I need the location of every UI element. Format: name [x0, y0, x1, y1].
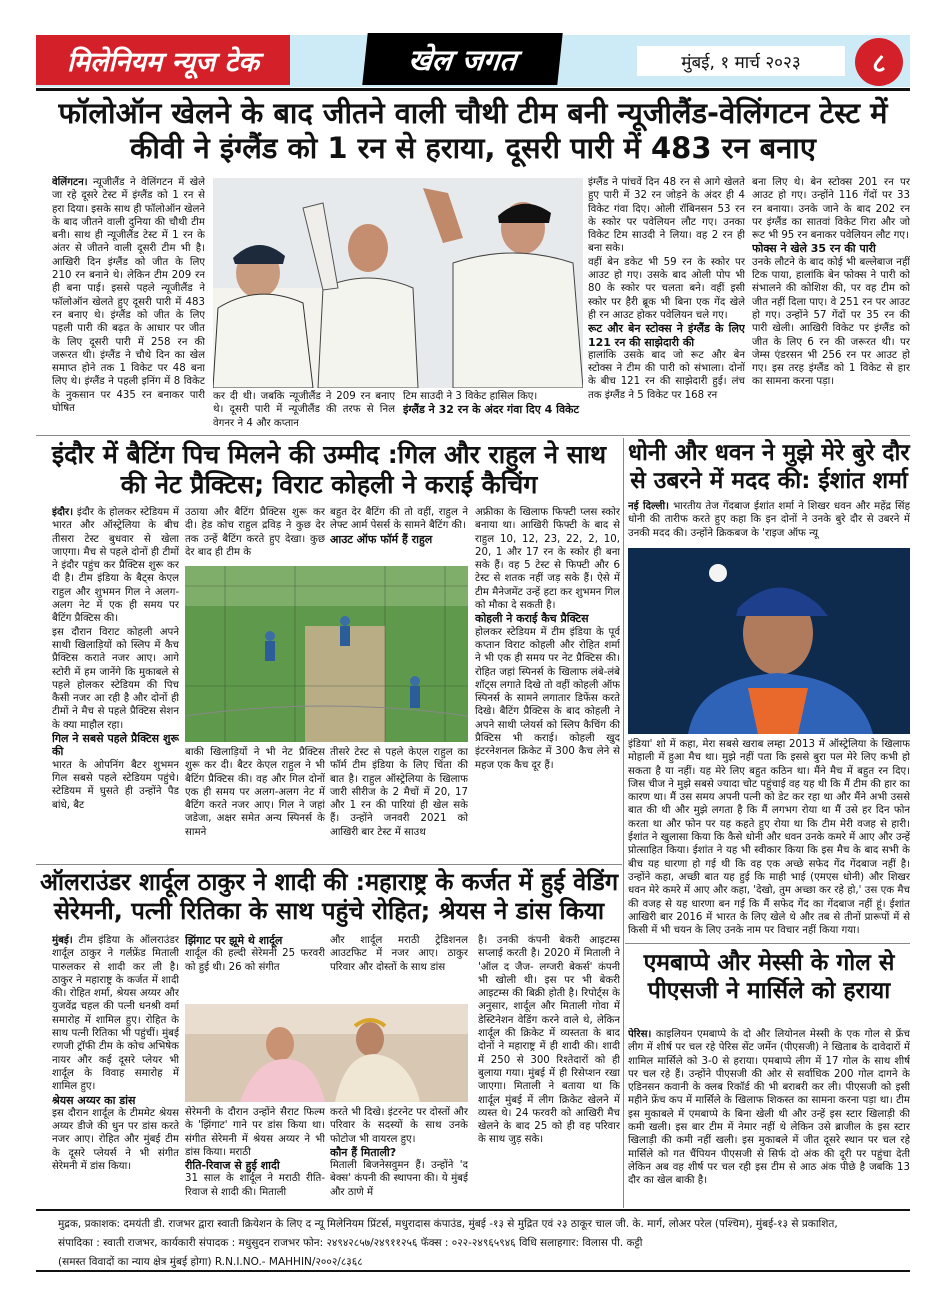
section-title — [362, 33, 562, 85]
indore-column-3-bottom — [330, 746, 468, 861]
nz-column-1 — [52, 176, 205, 431]
indore-column-2-bottom — [185, 746, 325, 861]
masthead-rule — [36, 88, 910, 91]
body-text: बहुत देर बैटिंग की तो वहीं, राहुल ने लेफ्ट आर्म पेसर्स के सामने बैटिंग की। — [330, 507, 468, 532]
body-text: टीम इंडिया के ऑलराउंडर शार्दूल ठाकुर ने गर्लफ्रेंड मिताली पारुलकर से शादी कर ली है। ठाकुर ने महाराष्ट्र के कर्जत में शादी की। रोहित शर्मा, श्रेयस अय्यर और युजवेंद्र चहल की पत्नी धनश्री वर्मा समारोह में शामिल हुए। रोहित के साथ पत्नी रितिका भी पहुंचीं। मुंबई रणजी ट्रॉफी टीम के कोच अभिषेक नायर और कई दूसरे प्लेयर भी शार्दूल के विवाह समारोह में शामिल हुए। — [52, 935, 179, 1093]
wedding-image — [185, 1004, 468, 1102]
body-text: इंदौर के होलकर स्टेडियम में भारत और ऑस्ट्रेलिया के बीच तीसरा टेस्ट बुधवार से खेला जाएगा। मैच से पहले दोनों ही टीमों ने इंदौर पहुंच कर प्रैक्टिस शुरू कर दी है। टीम इंडिया के बैट्स केएल राहुल और शुभमन गिल ने अलग-अलग नेट में एक ही समय पर बैटिंग प्रैक्टिस की। — [52, 507, 179, 625]
headline-line: की नेट प्रैक्टिस; विराट कोहली ने कराई कैचिंग — [120, 470, 538, 499]
divider — [36, 435, 910, 436]
body-text: शार्दूल की हल्दी सेरेमनी 25 फरवरी को हुई थी। 26 को संगीत — [185, 948, 325, 973]
nz-headline — [36, 96, 910, 166]
headline-line: से उबरने में मदद की: ईशांत शर्मा — [630, 467, 908, 494]
dateline: मुंबई। — [52, 935, 73, 946]
net-practice-image — [185, 566, 468, 742]
imprint-line: मुद्रक, प्रकाशक: दमयंती डी. राजभर द्वारा स्वाती क्रियेशन के लिए द न्यू मिलेनियम प्रिंटर्स, मधुरादास कंपाउंड, मुंबई -१३ से मुद्रित एवं २३ ठाकूर चाल जी. के. मार्ग, लोअर परेल (पश्चिम), मुंबई-१३ से प्रकाशित, — [58, 1218, 838, 1230]
body-text: कर दी थी। जबकि न्यूजीलैंड ने 209 रन बनाए थे। दूसरी पारी में न्यूजीलैंड की तरफ से निल वेगनर ने 4 और कप्तान — [213, 391, 395, 429]
body-text: मिताली बिजनेसवुमन हैं। उन्होंने 'द बेक्स' कंपनी की स्थापना की। ये मुंबई और ठाणे में — [330, 1160, 468, 1198]
dateline: वेलिंगटन। — [52, 177, 88, 188]
headline-line: धोनी और धवन ने मुझे मेरे बुरे दौर — [628, 440, 910, 466]
body-text: उठाया और बैटिंग प्रैक्टिस शुरू कर दी। हेड कोच राहुल द्रविड़ ने कुछ देर तक उन्हें बैटिंग करते हुए देखा। कुछ देर बाद ही टीम के — [185, 507, 325, 558]
nz-column-4 — [588, 176, 745, 431]
page-number: ८ — [855, 38, 903, 86]
dateline: पेरिस। — [628, 1029, 652, 1040]
body-text: बाकी खिलाड़ियों ने भी नेट प्रैक्टिस शुरू कर दी। बैटर केएल राहुल ने भी बैटिंग प्रैक्टिस की। वह और गिल दोनों एक ही समय पर अलग-अलग नेट में बैटिंग करते नजर आए। गिल ने जहां जडेजा, अक्षर समेत अन्य स्पिनर्स के सामने — [185, 747, 325, 838]
body-text: टिम साउदी ने 3 विकेट हासिल किए। — [403, 391, 538, 402]
shardul-column-3-bottom — [330, 1106, 468, 1206]
nz-column-5 — [752, 176, 910, 431]
indore-headline — [40, 440, 618, 500]
headline-line: ऑलराउंडर शार्दूल ठाकुर ने शादी की :महाराष्ट्र के कर्जत में हुई वेडिंग — [40, 868, 619, 896]
headline-line: सेरेमनी, पत्नी रितिका के साथ पहुंचे रोहित; श्रेयस ने डांस किया — [53, 896, 605, 925]
ishant-intro — [628, 500, 910, 545]
divider — [36, 864, 622, 865]
psg-headline — [628, 950, 910, 1005]
wedding-photo — [185, 1004, 468, 1102]
imprint-line: संपादिका : स्वाती राजभर, कार्यकारी संपादक : मधुसुदन राजभर फोन: २४९४२८५७/२४९११२५६ फॅक्स : ०२२-२४९६५९४६ विधि सलाहगार: विलास पी. कट्टी — [58, 1237, 643, 1249]
indore-column-4 — [475, 506, 620, 861]
headline-line: फॉलोऑन खेलने के बाद जीतने वाली चौथी टीम बनी न्यूजीलैंड-वेलिंगटन टेस्ट में — [58, 96, 888, 130]
shardul-column-2-top — [185, 934, 325, 1002]
body-text: भारत के ओपनिंग बैटर शुभमन गिल सबसे पहले स्टेडियम पहुंचे। स्टेडियम में घुसते ही उन्होंने पैड बांधे, बैट — [52, 759, 179, 811]
subheading: इंग्लैंड ने 32 रन के अंदर गंवा दिए 4 विकेट — [403, 403, 580, 417]
headline-line: एमबाप्पे और मेस्सी के गोल से — [643, 950, 895, 976]
indore-column-1 — [52, 506, 179, 861]
shardul-column-1 — [52, 934, 179, 1206]
subheading: कोहली ने कराई कैच प्रैक्टिस — [475, 612, 589, 626]
body-text: इंडिया' शो में कहा, मेरा सबसे खराब लम्हा 2013 में ऑस्ट्रेलिया के खिलाफ मोहाली में हुआ मैच था। मुझे नहीं पता कि इससे बुरा पल मेरे लिए कभी हो सकता है या नहीं। यह मेरे लिए बहुत कठिन था। मैंने मैच में बहुत रन दिए। जिस चीज ने मुझे सबसे ज्यादा चोट पहुंचाई वह यह थी कि मैं टीम की हार का कारण था। मैं उस समय अपनी पत्नी को डेट कर रहा था और मैंने अभी उससे बात की थी और मुझे लगता है कि मैं लगभग रोया था मैं उसे हर दिन फोन करता था और फोन पर यह कहते हुए रोया था कि टीम मेरी वजह से हारी। ईशांत ने खुलासा किया कि कैसे धोनी और धवन उनके कमरे में आए और उन्हें प्रोत्साहित किया। ईशांत ने यह भी स्वीकार किया कि इस मैच के बाद सभी के बीच यह धारणा हो गई थी कि वह एक अच्छे सफेद गेंद गेंदबाज नहीं है। उन्होंने कहा, अच्छी बात यह हुई कि माही भाई (एमएस धोनी) और शिखर धवन मेरे कमरे में आए और कहा, 'देखो, तुम अच्छा कर रहे हो,' उस एक मैच की वजह से यह धारणा बन गई कि मैं सफेद गेंद का गेंदबाज नहीं हूं। ईशांत आखिरी बार 2016 में भारत के लिए खेले थे और तब से तीनों प्रारूपों में से किसी में भी चयन के लिए उनके नाम पर विचार नहीं किया गया। — [628, 739, 910, 937]
dateline: नई दिल्ली। — [628, 501, 670, 512]
newspaper-logo: मिलेनियम न्यूज टेक — [36, 35, 290, 85]
dateline: इंदौर। — [52, 507, 74, 518]
subheading: गिल ने सबसे पहले प्रैक्टिस शुरू की — [52, 732, 179, 759]
body-text: सेरेमनी के दौरान उन्होंने सैराट फिल्म के 'झिंगाट' गाने पर डांस किया था। संगीत सेरेमनी में श्रेयस अय्यर ने भी डांस किया। मराठी — [185, 1107, 325, 1158]
body-text: होलकर स्टेडियम में टीम इंडिया के पूर्व कप्तान विराट कोहली और रोहित शर्मा ने भी एक ही समय पर नेट प्रैक्टिस की। रोहित जहां स्पिनर्स के खिलाफ लंबे-लंबे शॉट्स लगाते दिखे तो वहीं कोहली ऑफ स्पिनर्स के सामने लगातार डिफेंस करते दिखे। बैटिंग प्रैक्टिस के बाद कोहली ने अपने साथी प्लेयर्स को स्लिप कैचिंग की प्रैक्टिस भी कराई। कोहली खुद इंटरनेशनल क्रिकेट में 300 कैच लेने से महज एक कैच दूर हैं। — [475, 626, 620, 771]
shardul-column-4 — [478, 934, 620, 1206]
subheading: फोक्स ने खेले 35 रन की पारी — [752, 242, 876, 256]
subheading: श्रेयस अय्यर का डांस — [52, 1093, 136, 1107]
psg-body — [628, 1028, 910, 1206]
ishant-body — [628, 738, 910, 940]
body-text: न्यूजीलैंड ने वेलिंगटन में खेले जा रहे दूसरे टेस्ट में इंग्लैंड को 1 रन से हरा दिया। इसके साथ ही फॉलोऑन खेलने के बाद जीतने वाली दुनिया की चौथी टीम बनी। साथ ही न्यूजीलैंड टेस्ट में 1 रन के अंतर से जीतने वाली दूसरी टीम भी है। आखिरी दिन इंग्लैंड को जीत के लिए 210 रन बनाने थे। लेकिन टीम 209 रन ही बना पाई। इससे पहले न्यूजीलैंड ने फॉलोऑन खेलते हुए दूसरी पारी में 483 रन बनाए थे। इंग्लैंड को जीत के लिए पहली पारी की बढ़त के आधार पर जीत के लिए दूसरी पारी में 258 रन की जरूरत थी। इंग्लैंड ने चौथे दिन का खेल समाप्त होने तक 1 विकेट पर 48 बना लिए थे। इंग्लैंड ने पहली इनिंग में 8 विकेट के नुकसान पर 435 रन बनाकर पारी घोषित — [52, 177, 205, 415]
nz-celebration-photo — [213, 178, 583, 388]
nz-column-3 — [403, 390, 583, 432]
footer-rule-top — [36, 1209, 910, 1211]
shardul-headline — [40, 868, 618, 926]
body-text: इस दौरान विराट कोहली अपने साथी खिलाड़ियों को स्लिप में कैच प्रैक्टिस कराते नजर आए। आगे स्टोरी में हम जानेंगे कि मुकाबले से पहले होलकर स्टेडियम की पिच कैसी नजर आ रही है और दोनों ही टीमों ने मैच से पहले प्रैक्टिस सेशन के क्या माहौल रहा। — [52, 626, 179, 731]
ishant-headline — [628, 440, 910, 495]
dhoni-image — [628, 548, 910, 734]
issue-date: मुंबई, १ मार्च २०२३ — [637, 46, 845, 76]
body-text: इस दौरान शार्दूल के टीममेट श्रेयस अय्यर डीजे की धुन पर डांस करते नजर आए। रोहित और मुंबई टीम के दूसरे प्लेयर्स ने भी संगीत सेरेमनी में डांस किया। — [52, 1107, 179, 1173]
cricketers-image — [213, 178, 583, 388]
subheading: झिंगाट पर झूमे थे शार्दूल — [185, 934, 283, 947]
body-text: बना लिए थे। बेन स्टोक्स 201 रन पर आउट हो गए। उन्होंने 116 गेंदों पर 33 रन बनाया। उनके जाने के बाद 202 रन पर इंग्लैंड का सातवां विकेट गिरा और जो रूट भी 95 रन बनाकर पवेलियन लौट गए। — [752, 177, 910, 242]
footer-rule-bottom — [36, 1270, 910, 1272]
subheading: रीति-रिवाज से हुई शादी — [185, 1159, 280, 1173]
body-text: तीसरे टेस्ट से पहले केएल राहुल का फॉर्म टीम इंडिया के लिए चिंता की बात है। राहुल ऑस्ट्रेलिया के खिलाफ जारी सीरीज के 2 मैचों में 20, 17 और 1 रन की पारियां ही खेल सके हैं। उन्होंने जनवरी 2021 को आखिरी बार टेस्ट में साउथ — [330, 747, 468, 838]
subheading: कौन हैं मिताली? — [330, 1145, 397, 1159]
body-text: है। उनकी कंपनी बेकरी आइटम्स सप्लाई करती है। 2020 में मिताली ने 'ऑल द जैज- लग्जरी बेकर्स' कंपनी भी खोली थी। इस पर भी बेकरी आइटम्स की बिक्री होती है। रिपोर्ट्स के अनुसार, शार्दूल और मिताली गोवा में डेस्टिनेशन वेडिंग करने वाले थे, लेकिन शार्दूल की क्रिकेट में व्यस्तता के बाद दोनों ने महाराष्ट्र में ही शादी की। शादी में 250 से 300 रिश्तेदारों को ही बुलाया गया। मुंबई में ही रिसेप्शन रखा जाएगा। मिताली ने बताया था कि शार्दूल मुंबई में लीग क्रिकेट खेलने में व्यस्त थे। 24 फरवरी को आखिरी मैच खेलने के बाद 25 को ही वह परिवार के साथ जुड़ सके। — [478, 935, 620, 1146]
subheading: आउट ऑफ फॉर्म हैं राहुल — [330, 532, 433, 546]
divider — [625, 943, 910, 944]
body-text: हालांकि उसके बाद जो रूट और बेन स्टोक्स ने टीम की पारी को संभाला। दोनों के बीच 121 रन की साझेदारी हुई। लंच तक इंग्लैंड ने 5 विकेट पर 168 रन — [588, 349, 745, 401]
body-text: काइलियन एमबाप्पे के दो और लियोनल मेस्सी के एक गोल से फ्रेंच लीग में शीर्ष पर चल रहे पेरिस सेंट जर्मेन (पीएसजी) ने खिताब के दावेदारों में शामिल मार्सिले को 3-0 से हराया। एमबाप्पे लीग में 17 गोल के साथ शीर्ष पर चल रहे हैं। उन्होंने पीएसजी की ओर से सर्वाधिक 200 गोल दागने के एडिनसन कवानी के क्लब रिकॉर्ड की भी बराबरी कर ली। पीएसजी को इसी महीने फ्रेंच कप में मार्सिले के खिलाफ शिकस्त का सामना करना पड़ा था। टीम इस मुकाबले में एमबाप्पे के बिना खेली थी और उन्हें इस स्टार खिलाड़ी की कमी खली। इस बार टीम में नेमार नहीं थे लेकिन उसे ब्राजील के इस स्टार खिलाड़ी की कमी नहीं खली। इस मुकाबले में जीत दूसरे स्थान पर चल रहे मार्सिले को गत चैंपियन पीएसजी से सिर्फ दो अंक की दूरी पर पहुंचा देती लेकिन अब वह शीर्ष पर चल रही इस टीम से आठ अंक पीछे है जबकि 13 दौर का खेल बाकी है। — [628, 1029, 910, 1187]
indore-column-2-top — [185, 506, 325, 564]
shardul-column-3-top — [330, 934, 468, 1002]
indore-column-3-top — [330, 506, 468, 564]
body-text: 31 साल के शार्दूल ने मराठी रीति-रिवाज से शादी की। मिताली — [185, 1173, 325, 1198]
body-text: वहीं बेन डकेट भी 59 रन के स्कोर पर आउट हो गए। उसके बाद ओली पोप भी 80 के स्कोर पर चलता बने। वहीं इसी स्कोर पर हैरी ब्रूक भी बिना एक गेंद खेले ही रन आउट होकर पवेलियन चले गए। — [588, 256, 745, 321]
headline-line: कीवी ने इंग्लैंड को 1 रन से हराया, दूसरी पारी में 483 रन बनाए — [130, 130, 816, 165]
nz-column-2 — [213, 390, 395, 432]
net-practice-photo — [185, 566, 468, 742]
subheading: रूट और बेन स्टोक्स ने इंग्लैंड के लिए 121 रन की साझेदारी की — [588, 322, 745, 349]
imprint-line: (समस्त विवादों का न्याय क्षेत्र मुंबई होगा) R.N.I.NO.- MAHHIN/२००२/८३६८ — [58, 1256, 363, 1268]
column-divider — [623, 438, 624, 1208]
body-text: और शार्दूल मराठी ट्रेडिशनल आउटफिट में नजर आए। ठाकुर परिवार और दोस्तों के साथ डांस — [330, 935, 468, 973]
dhoni-photo — [628, 548, 910, 734]
body-text: इंग्लैंड ने पांचवें दिन 48 रन से आगे खेलते हुए पारी में 32 रन जोड़ने के अंदर ही 4 विकेट गंवा दिए। ओली रॉबिनसन 53 रन के स्कोर पर पवेलियन लौट गए। उनका विकेट टिम साउदी ने लिया। वह 2 रन ही बना सके। — [588, 177, 745, 255]
shardul-column-2-bottom — [185, 1106, 325, 1206]
body-text: उनके लौटने के बाद कोई भी बल्लेबाज नहीं टिक पाया, हालांकि बेन फोक्स ने पारी को संभालने की कोशिश की, पर वह टीम को जीत नहीं दिला पाए। वे 251 रन पर आउट हो गए। उन्होंने 57 गेंदों पर 35 रन की पारी खेली। आखिरी विकेट पर इंग्लैंड को जीत के लिए 6 रन की जरूरत थी। पर जेम्स एंडरसन भी 256 रन पर आउट हो गए। इस तरह इंग्लैंड को 1 विकेट से हार का सामना करना पड़ा। — [752, 256, 910, 388]
section-title-text: खेल जगत — [406, 42, 519, 77]
body-text: अफ्रीका के खिलाफ फिफ्टी प्लस स्कोर बनाया था। आखिरी फिफ्टी के बाद से राहुल 10, 12, 23, 22, 2, 10, 20, 1 और 17 रन के स्कोर ही बना सके हैं। वह 5 टेस्ट से फिफ्टी और 6 टेस्ट से शतक नहीं जड़ सके हैं। ऐसे में टीम मैनेजमेंट उन्हें हटा कर शुभमन गिल को मौका दे सकती है। — [475, 507, 620, 612]
headline-line: इंदौर में बैटिंग पिच मिलने की उम्मीद :गिल और राहुल ने साथ — [51, 440, 607, 469]
body-text: भारतीय तेज गेंदबाज ईशांत शर्मा ने शिखर धवन और महेंद्र सिंह धोनी की तारीफ करते हुए कहा कि इन दोनों ने उनके बुरे दौर से उबरने में उनकी मदद की। उन्होंने क्रिकबज के 'राइज ऑफ न्यू — [628, 501, 910, 539]
body-text: करते भी दिखे। इंटरनेट पर दोस्तों और परिवार के सदस्यों के साथ उनके फोटोज भी वायरल हुए। — [330, 1107, 468, 1145]
headline-line: पीएसजी ने मार्सिले को हराया — [647, 977, 891, 1004]
imprint — [58, 1215, 908, 1272]
